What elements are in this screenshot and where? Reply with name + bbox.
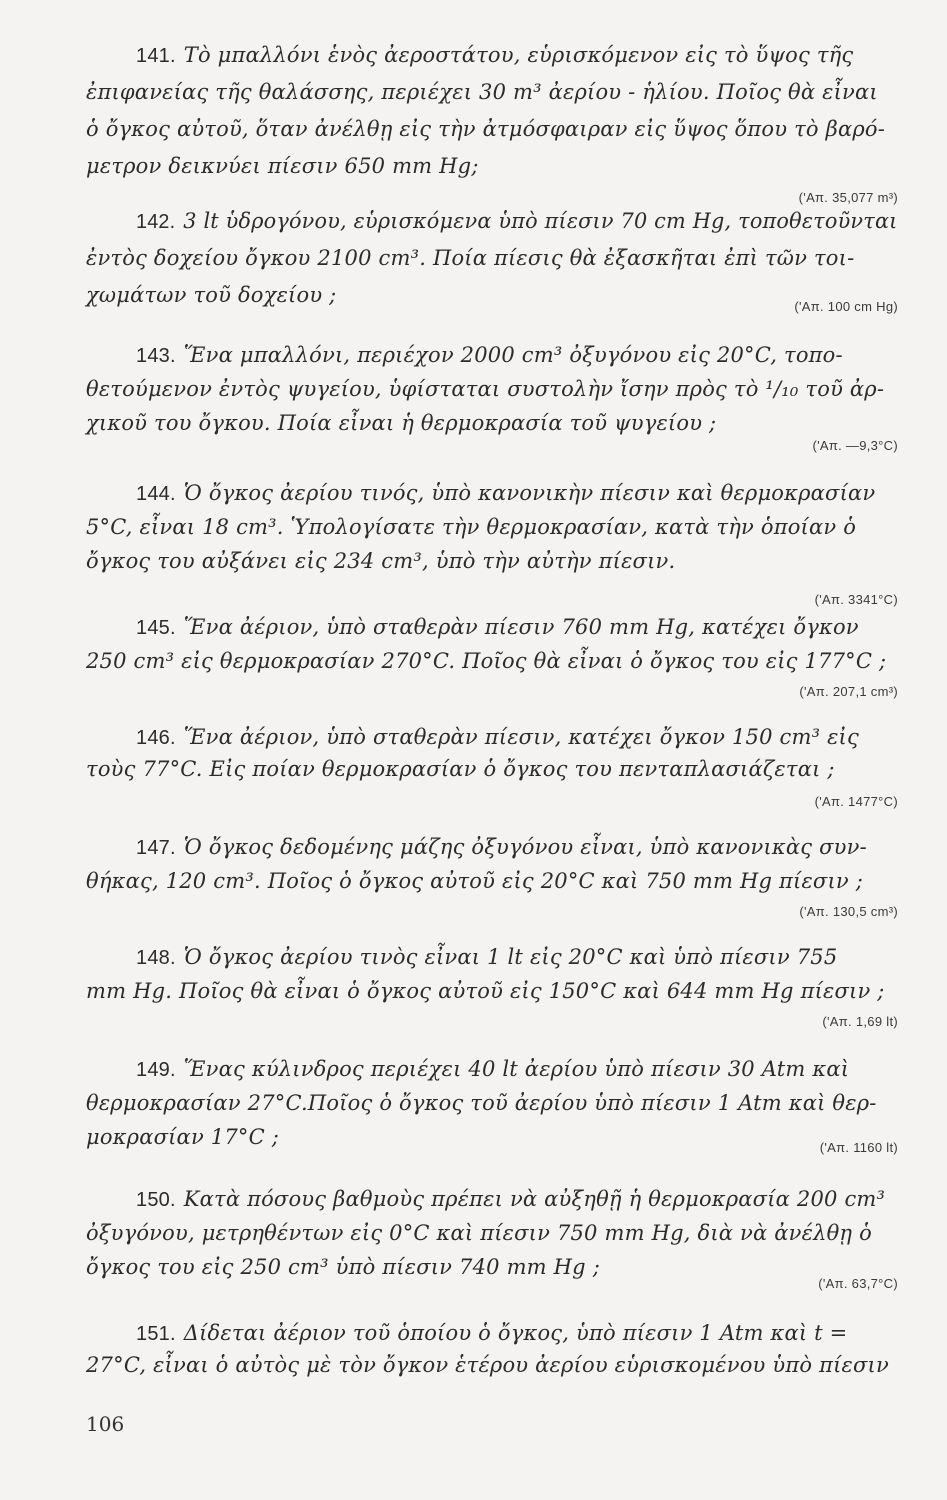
problem-149 xyxy=(86,1054,898,1174)
problem-text-line: θερμοκρασίαν 27°C.Ποῖος ὁ ὄγκος τοῦ ἀερίου ὑπὸ πίεσιν 1 Atm καὶ θερ- xyxy=(86,1091,877,1115)
problem-text-line: Ὁ ὄγκος δεδομένης μάζης ὀξυγόνου εἶναι, ὑπὸ κανονικὰς συν- xyxy=(183,835,867,859)
answer-text: ('Απ. 207,1 cm³) xyxy=(799,684,898,699)
problem-150 xyxy=(86,1184,898,1314)
problem-text-line: Ἕνας κύλινδρος περιέχει 40 lt ἀερίου ὑπὸ πίεσιν 30 Atm καὶ xyxy=(183,1057,850,1081)
problem-text-line: Τὸ μπαλλόνι ἑνὸς ἀεροστάτου, εὑρισκόμενον εἰς τὸ ὕψος τῆς xyxy=(183,43,854,67)
problem-141 xyxy=(86,40,898,220)
problem-number: 150. xyxy=(136,1189,176,1211)
problem-number: 145. xyxy=(136,617,176,639)
problem-147 xyxy=(86,832,898,932)
problem-text-line: Ὁ ὄγκος ἀερίου τινός, ὑπὸ κανονικὴν πίεσιν καὶ θερμοκρασίαν xyxy=(183,481,876,505)
problem-text-line: ὀξυγόνου, μετρηθέντων εἰς 0°C καὶ πίεσιν 750 mm Hg, διὰ νὰ ἀνέλθῃ ὁ xyxy=(86,1221,872,1245)
problem-144 xyxy=(86,478,898,608)
answer-text: ('Απ. 1160 lt) xyxy=(819,1140,898,1155)
problem-text-line: θετούμενον ἐντὸς ψυγείου, ὑφίσταται συστολὴν ἴσην πρὸς τὸ ¹/₁₀ τοῦ ἀρ- xyxy=(86,377,885,401)
problem-142 xyxy=(86,206,898,336)
problem-text-line: χικοῦ του ὄγκου. Ποία εἶναι ἡ θερμοκρασία τοῦ ψυγείου ; xyxy=(86,411,717,435)
problem-text-line: μοκρασίαν 17°C ; xyxy=(86,1125,280,1149)
problem-number: 149. xyxy=(136,1059,176,1081)
problem-text-line: 5°C, εἶναι 18 cm³. Ὑπολογίσατε τὴν θερμοκρασίαν, κατὰ τὴν ὁποίαν ὁ xyxy=(86,515,857,539)
problem-text-line: 3 lt ὑδρογόνου, εὑρισκόμενα ὑπὸ πίεσιν 70 cm Hg, τοποθετοῦνται xyxy=(183,209,898,233)
problem-text-line: Ὁ ὄγκος ἀερίου τινὸς εἶναι 1 lt εἰς 20°C καὶ ὑπὸ πίεσιν 755 xyxy=(183,945,838,969)
problem-number: 147. xyxy=(136,837,176,859)
problem-number: 146. xyxy=(136,727,176,749)
problem-text-line: Ἕνα ἀέριον, ὑπὸ σταθερὰν πίεσιν 760 mm Hg, κατέχει ὄγκον xyxy=(183,615,859,639)
problem-text-line: ὄγκος του αὐξάνει εἰς 234 cm³, ὑπὸ τὴν αὐτὴν πίεσιν. xyxy=(86,549,676,573)
problem-number: 141. xyxy=(136,45,176,67)
answer-text: ('Απ. 100 cm Hg) xyxy=(794,299,898,314)
problem-text-line: 27°C, εἶναι ὁ αὐτὸς μὲ τὸν ὄγκον ἑτέρου ἀερίου εὑρισκομένου ὑπὸ πίεσιν xyxy=(86,1353,889,1377)
problem-number: 144. xyxy=(136,483,176,505)
problem-145 xyxy=(86,612,898,712)
problem-text-line: ἐντὸς δοχείου ὄγκου 2100 cm³. Ποία πίεσις θὰ ἐξασκῆται ἐπὶ τῶν τοι- xyxy=(86,246,855,270)
problem-text-line: 250 cm³ εἰς θερμοκρασίαν 270°C. Ποῖος θὰ εἶναι ὁ ὄγκος του εἰς 177°C ; xyxy=(86,649,887,673)
problem-151 xyxy=(86,1318,898,1398)
problem-number: 148. xyxy=(136,947,176,969)
problem-text-line: Δίδεται ἀέριον τοῦ ὁποίου ὁ ὄγκος, ὑπὸ πίεσιν 1 Atm καὶ t = xyxy=(183,1321,848,1345)
problem-text-line: θήκας, 120 cm³. Ποῖος ὁ ὄγκος αὐτοῦ εἰς 20°C καὶ 750 mm Hg πίεσιν ; xyxy=(86,869,864,893)
problem-text-line: χωμάτων τοῦ δοχείου ; xyxy=(86,283,337,307)
problem-number: 142. xyxy=(136,211,176,233)
problem-text-line: τοὺς 77°C. Εἰς ποίαν θερμοκρασίαν ὁ ὄγκος του πενταπλασιάζεται ; xyxy=(86,757,835,781)
problem-number: 143. xyxy=(136,345,176,367)
problem-number: 151. xyxy=(136,1323,176,1345)
answer-text: ('Απ. 1477°C) xyxy=(814,794,898,809)
answer-text: ('Απ. 35,077 m³) xyxy=(798,190,898,205)
problem-146 xyxy=(86,722,898,822)
answer-text: ('Απ. —9,3°C) xyxy=(812,438,898,453)
problem-143 xyxy=(86,340,898,470)
problem-148 xyxy=(86,942,898,1042)
problem-text-line: Ἕνα μπαλλόνι, περιέχον 2000 cm³ ὀξυγόνου εἰς 20°C, τοπο- xyxy=(183,343,843,367)
answer-text: ('Απ. 63,7°C) xyxy=(818,1276,898,1291)
problem-text-line: Ἕνα ἀέριον, ὑπὸ σταθερὰν πίεσιν, κατέχει ὄγκον 150 cm³ εἰς xyxy=(183,725,859,749)
answer-text: ('Απ. 130,5 cm³) xyxy=(799,904,898,919)
problem-text-line: ὄγκος του εἰς 250 cm³ ὑπὸ πίεσιν 740 mm Hg ; xyxy=(86,1255,600,1279)
answer-text: ('Απ. 3341°C) xyxy=(814,592,898,607)
problem-text-line: ὁ ὄγκος αὐτοῦ, ὅταν ἀνέλθῃ εἰς τὴν ἀτμόσφαιραν εἰς ὕψος ὅπου τὸ βαρό- xyxy=(86,117,886,141)
problem-text-line: ἐπιφανείας τῆς θαλάσσης, περιέχει 30 m³ ἀερίου - ἡλίου. Ποῖος θὰ εἶναι xyxy=(86,80,878,104)
problem-text-line: μετρον δεικνύει πίεσιν 650 mm Hg; xyxy=(86,154,479,178)
problem-text-line: mm Hg. Ποῖος θὰ εἶναι ὁ ὄγκος αὐτοῦ εἰς 150°C καὶ 644 mm Hg πίεσιν ; xyxy=(86,979,885,1003)
answer-text: ('Απ. 1,69 lt) xyxy=(822,1014,898,1029)
problem-text-line: Κατὰ πόσους βαθμοὺς πρέπει νὰ αὐξηθῇ ἡ θερμοκρασία 200 cm³ xyxy=(183,1187,886,1211)
page-number: 106 xyxy=(86,1412,125,1436)
